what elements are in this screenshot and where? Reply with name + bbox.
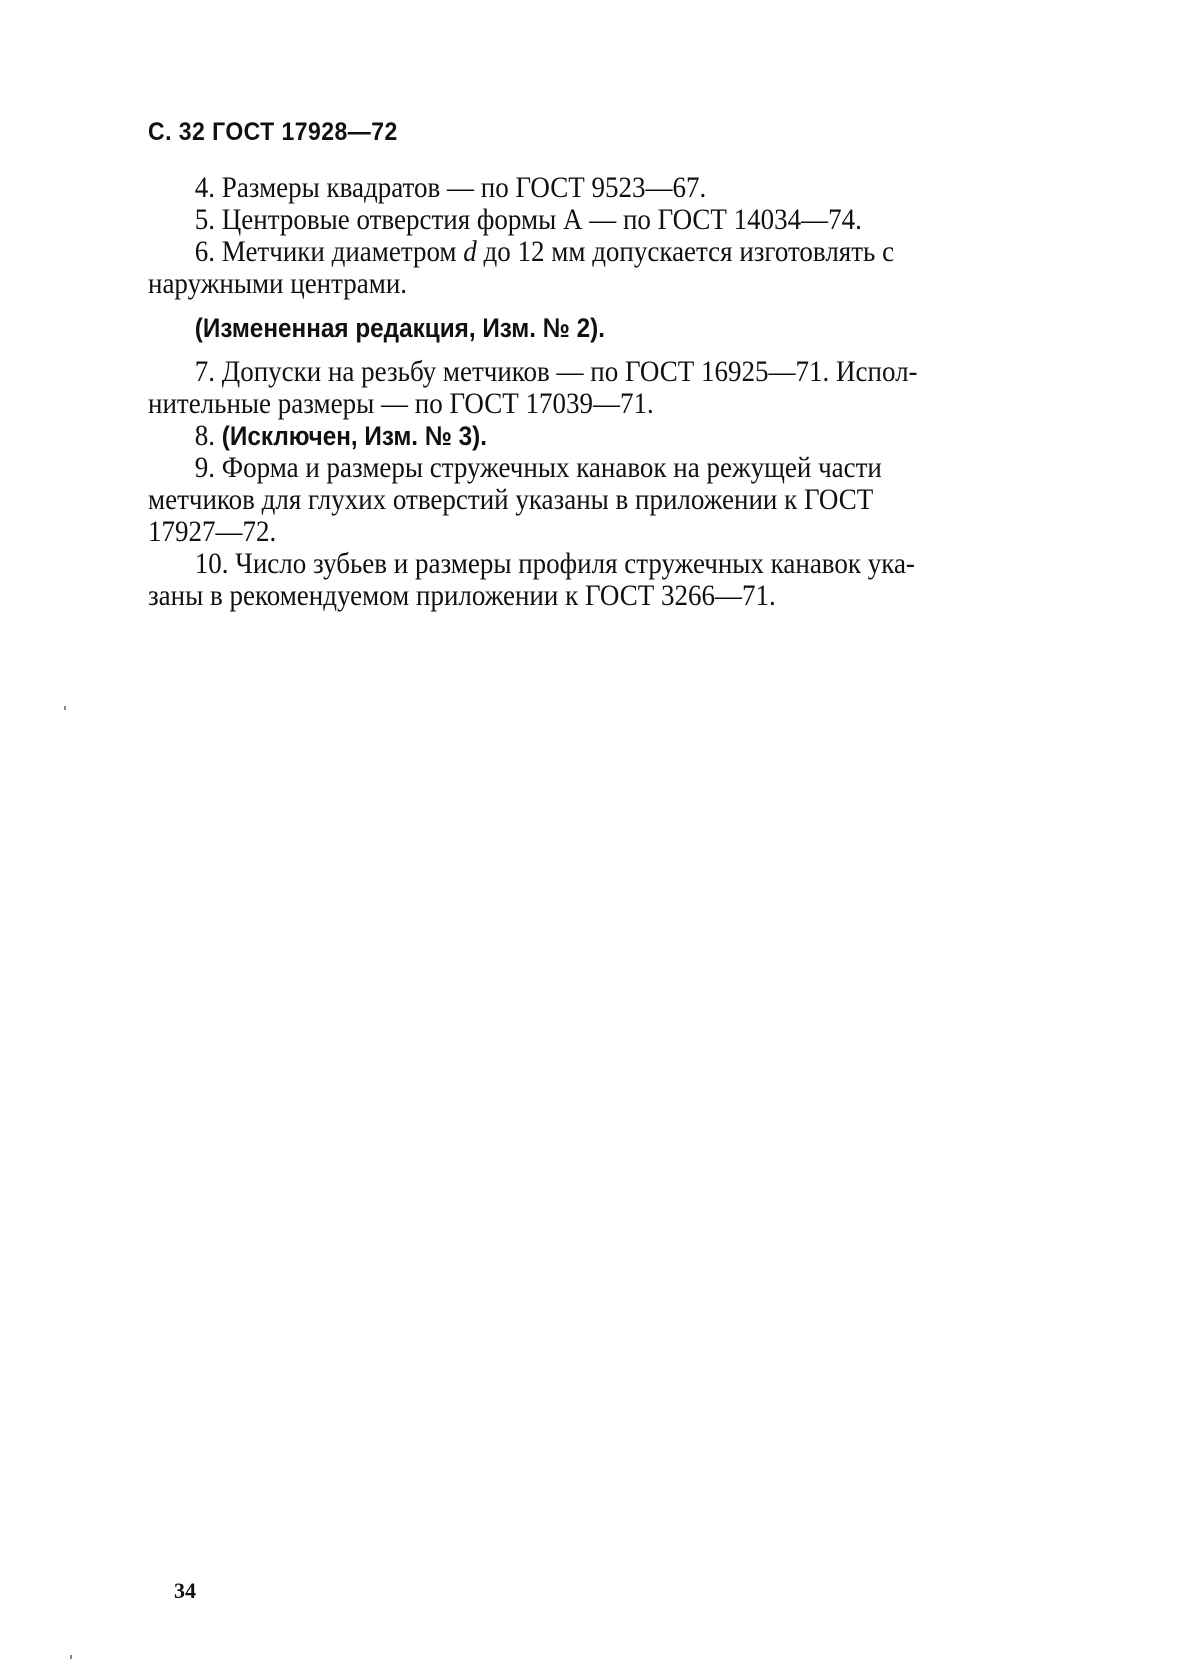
item-text: Центровые отверстия формы А — по ГОСТ 14034—74.: [221, 203, 862, 236]
item-text: Допуски на резьбу метчиков — по ГОСТ 16925—71. Испол-: [221, 355, 918, 388]
item-text: Форма и размеры стружечных канавок на режущей части: [221, 451, 882, 484]
item-5: [148, 204, 1012, 236]
item-9-continuation: метчиков для глухих отверстий указаны в приложении к ГОСТ: [148, 483, 874, 516]
page-number: 34: [174, 1578, 196, 1603]
item-10-continuation: заны в рекомендуемом приложении к ГОСТ 3266—71.: [148, 579, 776, 612]
item-variable: d: [463, 235, 477, 268]
item-9: [148, 452, 1012, 484]
item-number: 9.: [194, 451, 216, 484]
item-4: [148, 172, 1012, 204]
amendment-note: (Измененная редакция, Изм. № 2).: [194, 313, 605, 343]
item-number: 10.: [194, 547, 229, 580]
document-body: [148, 172, 1108, 612]
item-number: 8.: [194, 419, 216, 452]
item-6-continuation: наружными центрами.: [148, 267, 408, 300]
scan-speck: [70, 1655, 72, 1659]
item-text: до 12 мм допускается изготовлять с: [483, 235, 895, 268]
item-text: Число зубьев и размеры профиля стружечных канавок ука-: [235, 547, 915, 580]
item-text: Метчики диаметром: [221, 235, 457, 268]
item-number: 5.: [194, 203, 216, 236]
item-7-continuation: нительные размеры — по ГОСТ 17039—71.: [148, 387, 654, 420]
item-10: [148, 548, 1012, 580]
item-9-continuation: 17927—72.: [148, 515, 277, 548]
item-7: [148, 356, 1012, 388]
item-number: 7.: [194, 355, 216, 388]
item-8: [148, 420, 1012, 452]
item-6: [148, 236, 1012, 268]
item-number: 4.: [194, 171, 216, 204]
scan-speck: [64, 706, 66, 710]
item-text: Размеры квадратов — по ГОСТ 9523—67.: [221, 171, 707, 204]
page-header: С. 32 ГОСТ 17928—72: [148, 118, 398, 146]
item-number: 6.: [194, 235, 216, 268]
item-text: (Исключен, Изм. № 3).: [221, 421, 488, 451]
